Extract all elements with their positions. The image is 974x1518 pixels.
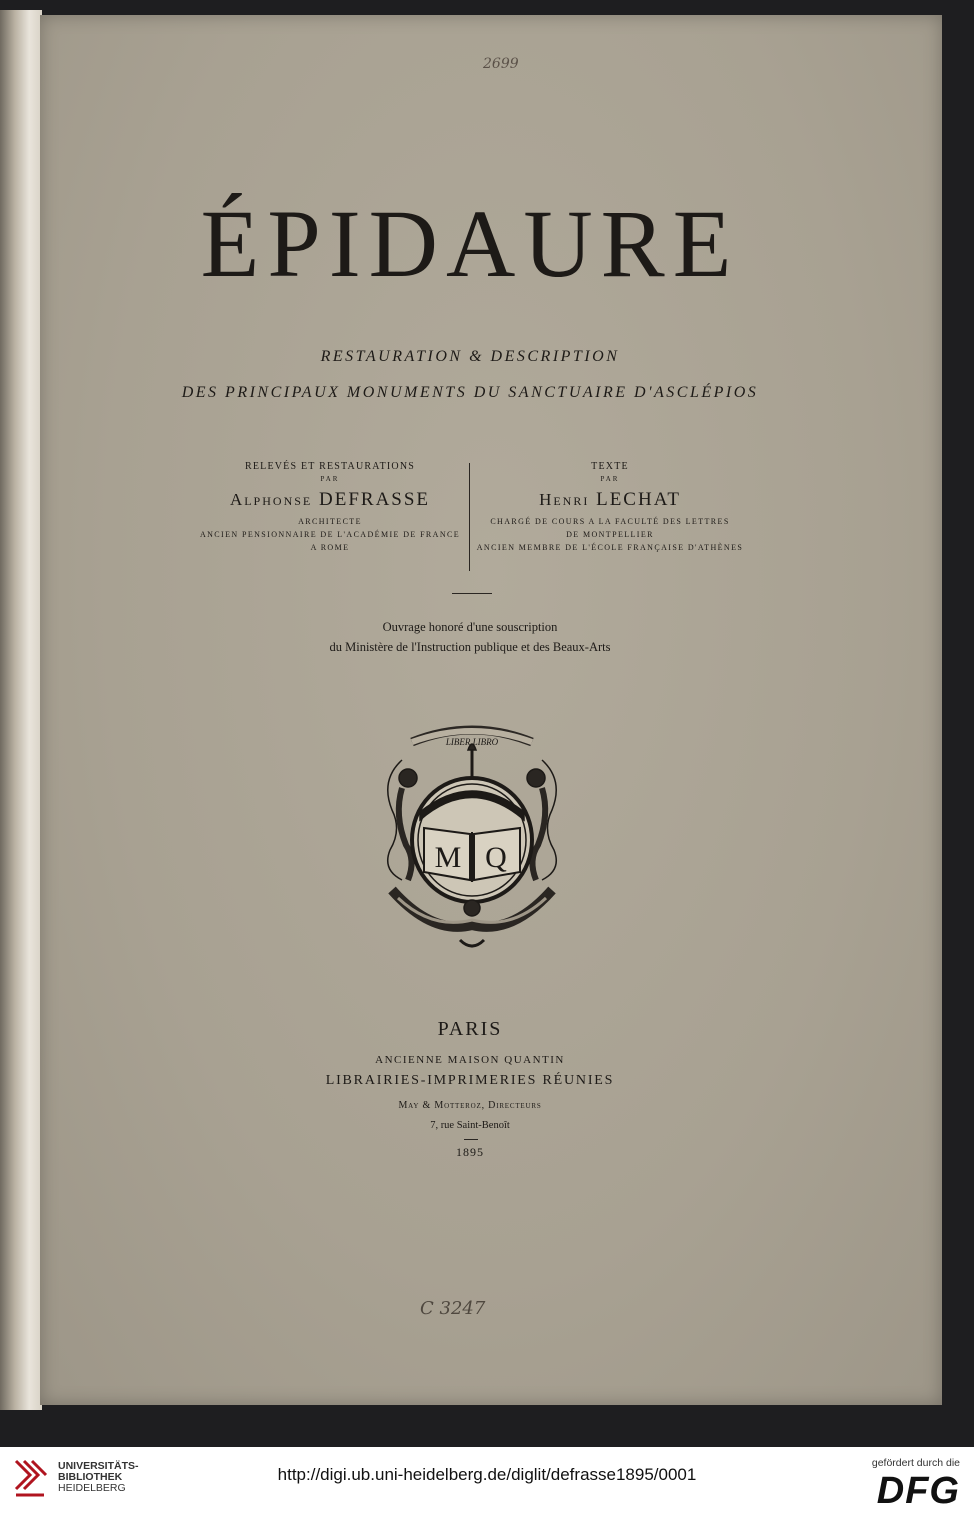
author-role-location: DE MONTPELLIER bbox=[566, 530, 654, 539]
author-last-name: LECHAT bbox=[596, 489, 681, 510]
dfg-logo[interactable]: DFG bbox=[876, 1470, 960, 1512]
illustrator-first-name: Alphonse bbox=[229, 490, 313, 509]
publisher-emblem bbox=[372, 720, 572, 952]
imprint-year: 1895 bbox=[456, 1145, 484, 1159]
honor-line-1: Ouvrage honoré d'une souscription bbox=[382, 620, 558, 634]
illustrator-location: A ROME bbox=[310, 543, 350, 552]
author-role: CHARGÉ DE COURS A LA FACULTÉ DES LETTRES bbox=[490, 517, 730, 526]
honor-line-2: du Ministère de l'Instruction publique et des Beaux-Arts bbox=[329, 640, 611, 654]
illustrator-name bbox=[185, 485, 475, 515]
author-par: PAR bbox=[600, 475, 620, 483]
author-first-name: Henri bbox=[539, 490, 590, 509]
uni-line-1: UNIVERSITÄTS- bbox=[58, 1460, 139, 1472]
section-rule bbox=[452, 593, 492, 594]
emblem-monogram-q: Q bbox=[485, 841, 507, 874]
illustrator-column bbox=[185, 460, 475, 554]
university-library-name[interactable] bbox=[58, 1461, 139, 1494]
uni-line-3: HEIDELBERG bbox=[58, 1482, 126, 1494]
permalink-url[interactable]: http://digi.ub.uni-heidelberg.de/diglit/defrasse1895/0001 bbox=[277, 1465, 697, 1484]
illustrator-affiliation: ANCIEN PENSIONNAIRE DE L'ACADÉMIE DE FRANCE bbox=[199, 530, 461, 539]
imprint-old-house: ANCIENNE MAISON QUANTIN bbox=[375, 1054, 565, 1066]
illustrator-role: ARCHITECTE bbox=[298, 517, 362, 526]
emblem-banner-text: LIBER LIBRO bbox=[445, 737, 499, 747]
subtitle-line-1: RESTAURATION & DESCRIPTION bbox=[320, 348, 620, 365]
uni-line-2: BIBLIOTHEK bbox=[58, 1471, 123, 1483]
previous-page-edge bbox=[0, 10, 42, 1410]
university-logo-icon[interactable] bbox=[10, 1455, 50, 1505]
funding-caption: gefördert durch die bbox=[871, 1457, 960, 1469]
imprint-address: 7, rue Saint-Benoît bbox=[430, 1120, 510, 1131]
imprint-house: LIBRAIRIES-IMPRIMERIES RÉUNIES bbox=[325, 1073, 615, 1088]
author-column bbox=[465, 460, 755, 554]
imprint-directors: May & Motteroz, Directeurs bbox=[398, 1100, 542, 1111]
book-title: ÉPIDAURE bbox=[200, 190, 740, 297]
handwritten-stamp: C 3247 bbox=[420, 1298, 486, 1319]
imprint-rule bbox=[464, 1139, 478, 1140]
illustrator-heading: RELEVÉS ET RESTAURATIONS bbox=[244, 461, 416, 472]
subtitle-line-2: DES PRINCIPAUX MONUMENTS DU SANCTUAIRE D'ASCLÉPIOS bbox=[181, 384, 759, 401]
illustrator-par: PAR bbox=[320, 475, 340, 483]
handwritten-shelfmark: 2699 bbox=[483, 56, 519, 72]
author-name bbox=[465, 485, 755, 515]
viewer-footer bbox=[0, 1447, 974, 1518]
imprint-city: PARIS bbox=[437, 1018, 503, 1040]
illustrator-last-name: DEFRASSE bbox=[319, 489, 431, 510]
author-heading: TEXTE bbox=[591, 461, 629, 472]
emblem-monogram-m: M bbox=[434, 841, 462, 874]
author-affiliation: ANCIEN MEMBRE DE L'ÉCOLE FRANÇAISE D'ATHÈNES bbox=[476, 543, 744, 552]
